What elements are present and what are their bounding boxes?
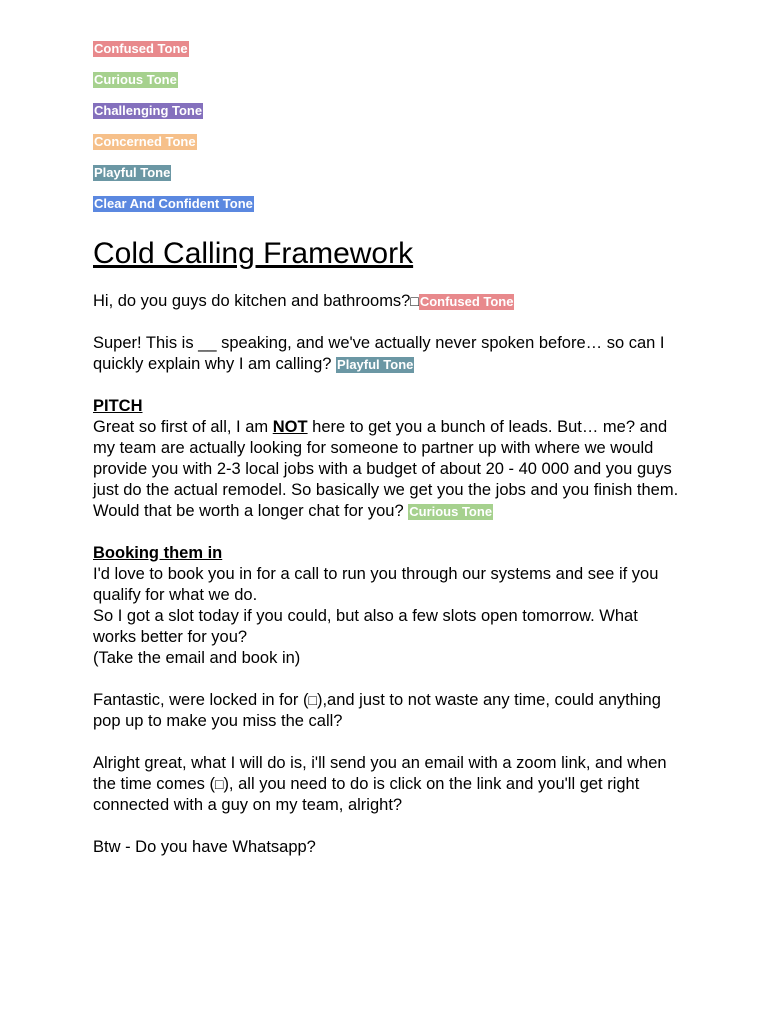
booking-line-1: I'd love to book you in for a call to run you through our systems and see if you qualify for what we do. (93, 565, 659, 604)
locked-in-paragraph: Fantastic, were locked in for (□),and just to not waste any time, could anything pop up to make you miss the call? (93, 691, 661, 730)
document-page (93, 40, 683, 858)
legend-challenging-tone: Challenging Tone (94, 103, 203, 118)
booking-heading: Booking them in (93, 544, 223, 562)
tone-legend (93, 40, 683, 217)
legend-playful-tone: Playful Tone (94, 165, 171, 180)
curious-tone-tag: Curious Tone (409, 504, 493, 519)
email-paragraph: Alright great, what I will do is, i'll send you an email with a zoom link, and when the time comes (□), all you need to do is click on the link and you'll get right connected with a guy on my team, alright? (93, 754, 667, 814)
placeholder-glyph: □ (308, 692, 317, 708)
booking-line-2: So I got a slot today if you could, but also a few slots open tomorrow. What works better for you? (93, 607, 638, 646)
pitch-heading: PITCH (93, 397, 143, 415)
legend-confused-tone: Confused Tone (94, 41, 188, 56)
whatsapp-line: Btw - Do you have Whatsapp? (93, 838, 316, 856)
placeholder-glyph: □ (214, 776, 224, 792)
opening-line: Hi, do you guys do kitchen and bathrooms?□Confused Tone (93, 292, 514, 310)
legend-clear-confident-tone: Clear And Confident Tone (94, 196, 253, 211)
legend-concerned-tone: Concerned Tone (94, 134, 196, 149)
missing-glyph: □ (410, 293, 419, 309)
intro-paragraph: Super! This is __ speaking, and we've actually never spoken before… so can I quickly explain why I am calling? Playful Tone (93, 334, 665, 373)
not-emphasis: NOT (272, 418, 308, 436)
playful-tone-tag: Playful Tone (337, 357, 414, 372)
pitch-paragraph: Great so first of all, I am NOT here to get you a bunch of leads. But… me? and my team are actually looking for someone to partner up with where we would provide you with 2-3 local jobs with a budget of about 20 - 40 000 and you guys just do the actual remodel. So basically we get you the jobs and you finish them. (93, 418, 679, 499)
legend-curious-tone: Curious Tone (94, 72, 177, 87)
page-title: Cold Calling Framework (93, 237, 414, 270)
booking-line-3: (Take the email and book in) (93, 649, 301, 667)
pitch-question: Would that be worth a longer chat for you? Curious Tone (93, 502, 493, 520)
confused-tone-tag: Confused Tone (419, 294, 514, 309)
